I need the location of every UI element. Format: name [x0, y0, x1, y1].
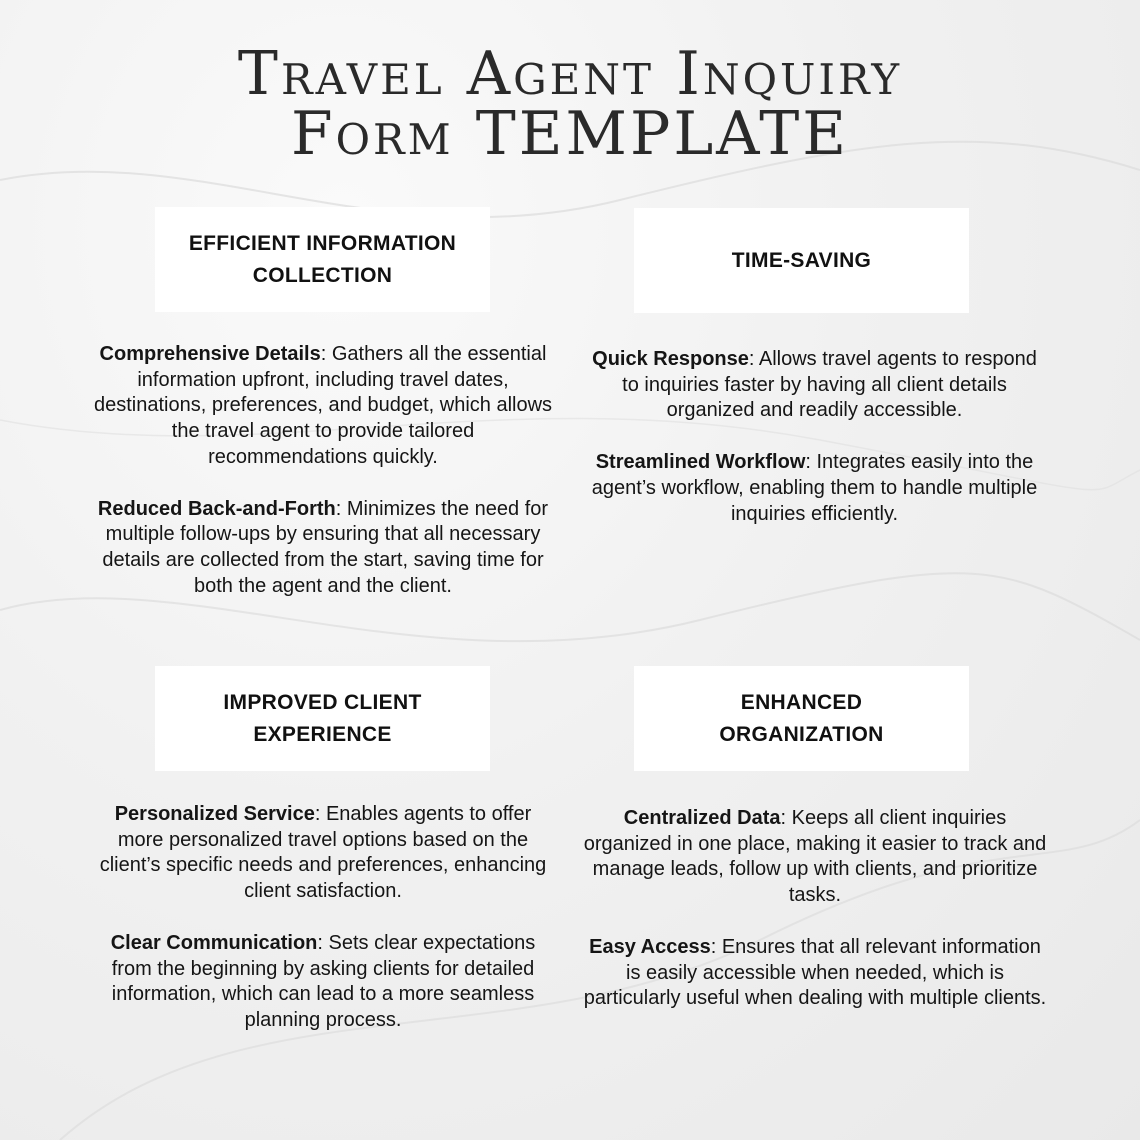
benefit-term: Centralized Data: [623, 807, 781, 829]
section-body-time-saving: [582, 347, 1047, 553]
benefit-description: : Ensures that all relevant information is easily accessible when needed, which is particularly useful when dealing with multiple clients.: [583, 935, 1047, 1010]
benefit-term: Easy Access: [589, 935, 711, 958]
section-body-improved-client-experience: [92, 802, 554, 1060]
section-body-efficient-information-collection: [92, 342, 554, 625]
benefit-term: Quick Response: [592, 348, 749, 370]
section-heading-time-saving: TIME-SAVING: [634, 208, 969, 313]
benefit-paragraph: [92, 931, 554, 1034]
benefit-description: : Allows travel agents to respond to inquiries faster by having all client details organized and readily accessible.: [622, 348, 1037, 422]
section-body-enhanced-organization: [580, 806, 1050, 1038]
benefit-paragraph: [92, 497, 554, 600]
benefit-paragraph: [582, 450, 1047, 527]
section-heading-enhanced-organization: ENHANCED ORGANIZATION: [634, 666, 969, 771]
benefit-term: Clear Communication: [110, 931, 318, 954]
benefit-term: Reduced Back-and-Forth: [97, 497, 336, 520]
benefit-description: : Enables agents to offer more personalized travel options based on the client’s specific needs and preferences, enhancing client satisfaction.: [99, 803, 547, 903]
benefit-term: Personalized Service: [114, 803, 315, 825]
title-line-1: Travel Agent Inquiry: [237, 39, 903, 109]
benefit-paragraph: [580, 935, 1050, 1012]
section-heading-improved-client-experience: IMPROVED CLIENT EXPERIENCE: [155, 666, 490, 771]
benefit-term: Streamlined Workflow: [595, 451, 806, 474]
benefit-paragraph: [92, 342, 554, 471]
section-heading-efficient-information-collection: EFFICIENT INFORMATION COLLECTION: [155, 207, 490, 312]
benefit-term: Comprehensive Details: [99, 343, 321, 365]
benefit-description: : Integrates easily into the agent’s workflow, enabling them to handle multiple inquiries efficiently.: [591, 451, 1038, 525]
benefit-description: : Sets clear expectations from the beginning by asking clients for detailed information, which can lead to a more seamless planning process.: [111, 931, 536, 1031]
page-title: [0, 39, 1140, 169]
benefit-paragraph: [582, 347, 1047, 424]
benefit-description: : Minimizes the need for multiple follow-ups by ensuring that all necessary details are collected from the start, saving time for both the agent and the client.: [102, 497, 549, 597]
benefit-paragraph: [580, 806, 1050, 909]
title-line-2: Form TEMPLATE: [290, 99, 850, 169]
benefit-description: : Gathers all the essential information upfront, including travel dates, destinations, preferences, and budget, which allows the travel agent to provide tailored recommendations quickly.: [93, 343, 553, 468]
benefit-paragraph: [92, 802, 554, 905]
benefit-description: : Keeps all client inquiries organized in one place, making it easier to track and manage leads, follow up with clients, and prioritize tasks.: [583, 807, 1047, 907]
